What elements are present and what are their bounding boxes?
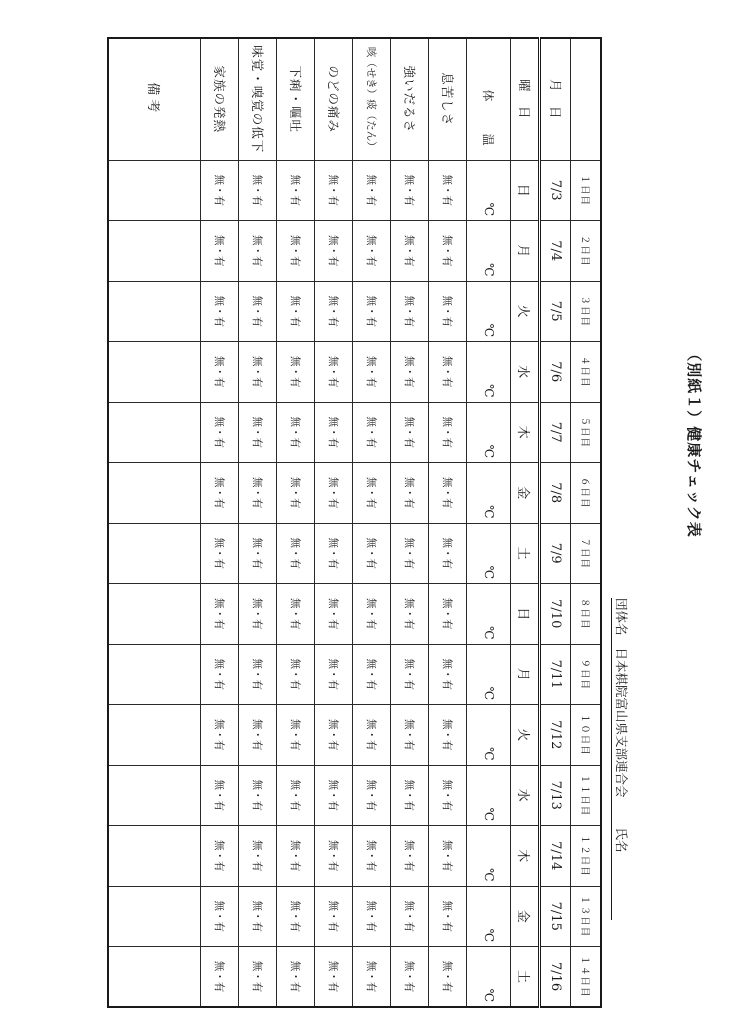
temperature-cell: ℃ (467, 705, 511, 766)
date-cell: 7/14 (540, 826, 571, 887)
cough-yes-no-cell: 無・有 (353, 342, 391, 403)
diarrhea-yes-no-cell: 無・有 (277, 342, 315, 403)
throat-header: のどの痛み (315, 38, 353, 160)
day-number-cell: ５日目 (571, 402, 601, 463)
temperature-cell: ℃ (467, 826, 511, 887)
row-weekday (511, 38, 540, 1007)
weekday-cell: 土 (511, 947, 540, 1008)
diarrhea-yes-no-cell: 無・有 (277, 281, 315, 342)
family-fever-yes-no-cell: 無・有 (201, 826, 239, 887)
family-fever-yes-no-cell: 無・有 (201, 947, 239, 1008)
taste-smell-yes-no-cell: 無・有 (239, 705, 277, 766)
day-number-cell: ４日目 (571, 342, 601, 403)
temperature-cell: ℃ (467, 644, 511, 705)
breath-yes-no-cell: 無・有 (429, 342, 467, 403)
family-fever-yes-no-cell: 無・有 (201, 342, 239, 403)
weekday-cell: 火 (511, 281, 540, 342)
fatigue-yes-no-cell: 無・有 (391, 765, 429, 826)
date-cell: 7/7 (540, 402, 571, 463)
day-number-cell: ６日目 (571, 463, 601, 524)
diarrhea-yes-no-cell: 無・有 (277, 584, 315, 645)
date-cell: 7/13 (540, 765, 571, 826)
breath-yes-no-cell: 無・有 (429, 826, 467, 887)
row-taste-smell (239, 38, 277, 1007)
throat-yes-no-cell: 無・有 (315, 463, 353, 524)
throat-yes-no-cell: 無・有 (315, 886, 353, 947)
temperature-cell: ℃ (467, 342, 511, 403)
cough-yes-no-cell: 無・有 (353, 947, 391, 1008)
weekday-cell: 月 (511, 221, 540, 282)
remarks-cell (108, 947, 201, 1008)
breath-yes-no-cell: 無・有 (429, 644, 467, 705)
date-cell: 7/12 (540, 705, 571, 766)
family-fever-yes-no-cell: 無・有 (201, 281, 239, 342)
day-number-cell: １２日目 (571, 826, 601, 887)
fatigue-yes-no-cell: 無・有 (391, 463, 429, 524)
diarrhea-yes-no-cell: 無・有 (277, 463, 315, 524)
fatigue-yes-no-cell: 無・有 (391, 402, 429, 463)
taste-smell-yes-no-cell: 無・有 (239, 463, 277, 524)
throat-yes-no-cell: 無・有 (315, 221, 353, 282)
breath-yes-no-cell: 無・有 (429, 463, 467, 524)
diarrhea-yes-no-cell: 無・有 (277, 644, 315, 705)
family-fever-yes-no-cell: 無・有 (201, 886, 239, 947)
remarks-cell (108, 463, 201, 524)
date-cell: 7/6 (540, 342, 571, 403)
temperature-header: 体 温 (467, 38, 511, 160)
fatigue-yes-no-cell: 無・有 (391, 644, 429, 705)
weekday-cell: 金 (511, 886, 540, 947)
throat-yes-no-cell: 無・有 (315, 947, 353, 1008)
family-fever-header: 家族の発熱 (201, 38, 239, 160)
remarks-header: 備考 (108, 38, 201, 160)
date-cell: 7/10 (540, 584, 571, 645)
cough-yes-no-cell: 無・有 (353, 765, 391, 826)
day-number-cell: １３日目 (571, 886, 601, 947)
breath-yes-no-cell: 無・有 (429, 221, 467, 282)
row-date (540, 38, 571, 1007)
weekday-cell: 月 (511, 644, 540, 705)
throat-yes-no-cell: 無・有 (315, 402, 353, 463)
family-fever-yes-no-cell: 無・有 (201, 523, 239, 584)
weekday-cell: 水 (511, 342, 540, 403)
temperature-cell: ℃ (467, 584, 511, 645)
fatigue-yes-no-cell: 無・有 (391, 221, 429, 282)
temperature-cell: ℃ (467, 523, 511, 584)
page-title: （別紙１）健康チェック表 (685, 346, 703, 538)
cough-yes-no-cell: 無・有 (353, 221, 391, 282)
taste-smell-yes-no-cell: 無・有 (239, 584, 277, 645)
taste-smell-yes-no-cell: 無・有 (239, 765, 277, 826)
day-number-cell: ２日目 (571, 221, 601, 282)
weekday-cell: 土 (511, 523, 540, 584)
throat-yes-no-cell: 無・有 (315, 826, 353, 887)
cough-yes-no-cell: 無・有 (353, 281, 391, 342)
taste-smell-yes-no-cell: 無・有 (239, 342, 277, 403)
row-family-fever (201, 38, 239, 1007)
remarks-cell (108, 342, 201, 403)
date-cell: 7/4 (540, 221, 571, 282)
cough-yes-no-cell: 無・有 (353, 584, 391, 645)
taste-smell-yes-no-cell: 無・有 (239, 523, 277, 584)
diarrhea-yes-no-cell: 無・有 (277, 160, 315, 221)
row-temperature (467, 38, 511, 1007)
family-fever-yes-no-cell: 無・有 (201, 402, 239, 463)
fatigue-yes-no-cell: 無・有 (391, 281, 429, 342)
org-name: 日本棋院富山県支部連合会 (614, 647, 629, 798)
row-day-number (571, 38, 601, 1007)
taste-smell-yes-no-cell: 無・有 (239, 947, 277, 1008)
remarks-cell (108, 886, 201, 947)
health-check-table (107, 37, 602, 1008)
taste-smell-yes-no-cell: 無・有 (239, 281, 277, 342)
date-cell: 7/9 (540, 523, 571, 584)
family-fever-yes-no-cell: 無・有 (201, 644, 239, 705)
fatigue-yes-no-cell: 無・有 (391, 826, 429, 887)
organization-line (613, 598, 631, 853)
row-diarrhea (277, 38, 315, 1007)
cough-yes-no-cell: 無・有 (353, 886, 391, 947)
fatigue-yes-no-cell: 無・有 (391, 160, 429, 221)
day-number-cell: ９日目 (571, 644, 601, 705)
remarks-cell (108, 523, 201, 584)
diarrhea-yes-no-cell: 無・有 (277, 826, 315, 887)
throat-yes-no-cell: 無・有 (315, 644, 353, 705)
remarks-cell (108, 160, 201, 221)
date-cell: 7/16 (540, 947, 571, 1008)
day-number-cell: １日目 (571, 160, 601, 221)
fatigue-yes-no-cell: 無・有 (391, 342, 429, 403)
day-number-cell: １４日目 (571, 947, 601, 1008)
remarks-cell (108, 402, 201, 463)
throat-yes-no-cell: 無・有 (315, 765, 353, 826)
fatigue-yes-no-cell: 無・有 (391, 947, 429, 1008)
family-fever-yes-no-cell: 無・有 (201, 705, 239, 766)
row-breath (429, 38, 467, 1007)
fatigue-header: 強いだるさ (391, 38, 429, 160)
row-remarks (108, 38, 201, 1007)
diarrhea-yes-no-cell: 無・有 (277, 886, 315, 947)
cough-yes-no-cell: 無・有 (353, 705, 391, 766)
temperature-cell: ℃ (467, 947, 511, 1008)
taste-smell-yes-no-cell: 無・有 (239, 221, 277, 282)
temperature-cell: ℃ (467, 886, 511, 947)
temperature-cell: ℃ (467, 463, 511, 524)
diarrhea-yes-no-cell: 無・有 (277, 221, 315, 282)
breath-yes-no-cell: 無・有 (429, 160, 467, 221)
breath-yes-no-cell: 無・有 (429, 886, 467, 947)
day-number-cell: ８日目 (571, 584, 601, 645)
cough-yes-no-cell: 無・有 (353, 644, 391, 705)
diarrhea-yes-no-cell: 無・有 (277, 765, 315, 826)
row-cough (353, 38, 391, 1007)
cough-yes-no-cell: 無・有 (353, 826, 391, 887)
taste-smell-yes-no-cell: 無・有 (239, 826, 277, 887)
temperature-cell: ℃ (467, 221, 511, 282)
diarrhea-yes-no-cell: 無・有 (277, 705, 315, 766)
breath-yes-no-cell: 無・有 (429, 523, 467, 584)
fatigue-yes-no-cell: 無・有 (391, 523, 429, 584)
fatigue-yes-no-cell: 無・有 (391, 886, 429, 947)
throat-yes-no-cell: 無・有 (315, 281, 353, 342)
family-fever-yes-no-cell: 無・有 (201, 160, 239, 221)
family-fever-yes-no-cell: 無・有 (201, 463, 239, 524)
temperature-cell: ℃ (467, 765, 511, 826)
date-cell: 7/8 (540, 463, 571, 524)
throat-yes-no-cell: 無・有 (315, 523, 353, 584)
weekday-cell: 火 (511, 705, 540, 766)
weekday-cell: 木 (511, 826, 540, 887)
breath-yes-no-cell: 無・有 (429, 584, 467, 645)
diarrhea-yes-no-cell: 無・有 (277, 523, 315, 584)
cough-yes-no-cell: 無・有 (353, 402, 391, 463)
temperature-cell: ℃ (467, 281, 511, 342)
organization-underline (611, 598, 612, 920)
date-header: 月 日 (540, 38, 571, 160)
breath-header: 息苦しさ (429, 38, 467, 160)
remarks-cell (108, 705, 201, 766)
weekday-header: 曜 日 (511, 38, 540, 160)
cough-header: 咳（せき）痰（たん） (353, 38, 391, 160)
taste-smell-yes-no-cell: 無・有 (239, 644, 277, 705)
temperature-cell: ℃ (467, 160, 511, 221)
taste-smell-yes-no-cell: 無・有 (239, 402, 277, 463)
family-fever-yes-no-cell: 無・有 (201, 584, 239, 645)
family-fever-yes-no-cell: 無・有 (201, 221, 239, 282)
weekday-cell: 水 (511, 765, 540, 826)
cough-yes-no-cell: 無・有 (353, 463, 391, 524)
temperature-cell: ℃ (467, 402, 511, 463)
breath-yes-no-cell: 無・有 (429, 402, 467, 463)
family-fever-yes-no-cell: 無・有 (201, 765, 239, 826)
throat-yes-no-cell: 無・有 (315, 342, 353, 403)
diarrhea-yes-no-cell: 無・有 (277, 402, 315, 463)
diarrhea-header: 下痢・嘔吐 (277, 38, 315, 160)
date-cell: 7/15 (540, 886, 571, 947)
date-cell: 7/5 (540, 281, 571, 342)
throat-yes-no-cell: 無・有 (315, 584, 353, 645)
breath-yes-no-cell: 無・有 (429, 705, 467, 766)
breath-yes-no-cell: 無・有 (429, 947, 467, 1008)
breath-yes-no-cell: 無・有 (429, 281, 467, 342)
day-number-cell: ７日目 (571, 523, 601, 584)
remarks-cell (108, 584, 201, 645)
breath-yes-no-cell: 無・有 (429, 765, 467, 826)
weekday-cell: 日 (511, 160, 540, 221)
remarks-cell (108, 826, 201, 887)
remarks-cell (108, 281, 201, 342)
weekday-cell: 金 (511, 463, 540, 524)
date-cell: 7/3 (540, 160, 571, 221)
name-label: 氏名 (614, 827, 629, 853)
day-number-header (571, 38, 601, 160)
org-label: 団体名 (614, 598, 629, 636)
row-fatigue (391, 38, 429, 1007)
cough-yes-no-cell: 無・有 (353, 523, 391, 584)
diarrhea-yes-no-cell: 無・有 (277, 947, 315, 1008)
day-number-cell: １１日目 (571, 765, 601, 826)
fatigue-yes-no-cell: 無・有 (391, 705, 429, 766)
remarks-cell (108, 644, 201, 705)
taste-smell-yes-no-cell: 無・有 (239, 886, 277, 947)
throat-yes-no-cell: 無・有 (315, 160, 353, 221)
date-cell: 7/11 (540, 644, 571, 705)
cough-yes-no-cell: 無・有 (353, 160, 391, 221)
weekday-cell: 木 (511, 402, 540, 463)
fatigue-yes-no-cell: 無・有 (391, 584, 429, 645)
day-number-cell: ３日目 (571, 281, 601, 342)
remarks-cell (108, 221, 201, 282)
throat-yes-no-cell: 無・有 (315, 705, 353, 766)
row-throat (315, 38, 353, 1007)
day-number-cell: １０日目 (571, 705, 601, 766)
remarks-cell (108, 765, 201, 826)
taste-smell-header: 味覚・嗅覚の低下 (239, 38, 277, 160)
weekday-cell: 日 (511, 584, 540, 645)
taste-smell-yes-no-cell: 無・有 (239, 160, 277, 221)
